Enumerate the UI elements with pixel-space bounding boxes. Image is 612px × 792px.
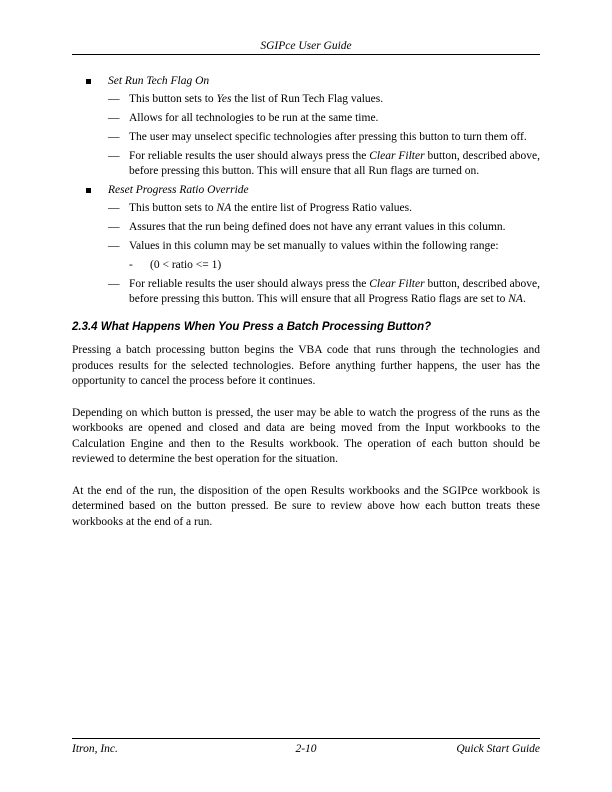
list-item: — For reliable results the user should always press the Clear Filter button, described above, before pressing this button. This will ensure that all Run flags are turned on.	[108, 149, 540, 177]
page-number: 2-10	[295, 743, 317, 755]
dash-icon: —	[108, 149, 120, 162]
list-item: — For reliable results the user should always press the Clear Filter button, described above, before pressing this button. This will ensure that all Progress Ratio flags are set to NA.	[108, 277, 540, 305]
dash-icon: —	[108, 277, 120, 290]
footer-company: Itron, Inc.	[72, 743, 118, 755]
dash-icon: —	[108, 111, 120, 124]
dash-icon: —	[108, 92, 120, 105]
dash-icon: —	[108, 130, 120, 143]
square-bullet-icon	[86, 188, 91, 193]
list-item: — The user may unselect specific technologies after pressing this button to turn them off.	[72, 130, 540, 146]
section-heading: 2.3.4 What Happens When You Press a Batch Processing Button?	[72, 320, 432, 333]
dash-icon: —	[108, 201, 120, 214]
bullet-title: Set Run Tech Flag On	[108, 75, 210, 87]
list-item: — This button sets to NA the entire list of Progress Ratio values.	[72, 201, 540, 217]
bullet-set-run-tech-flag-on	[72, 74, 540, 90]
sub-list-item: - (0 < ratio <= 1)	[72, 258, 540, 274]
bullet-reset-progress-ratio-override	[72, 183, 540, 199]
list-item: — Values in this column may be set manually to values within the following range:	[72, 239, 540, 255]
bullet-title: Reset Progress Ratio Override	[108, 184, 249, 196]
footer-doc-title: Quick Start Guide	[456, 743, 540, 755]
page-header: SGIPce User Guide	[72, 40, 540, 55]
list-item: — Allows for all technologies to be run at the same time.	[72, 111, 540, 127]
paragraph: Pressing a batch processing button begins the VBA code that runs through the technologies and produces results for the selected technologies. Before anything further happens, the user has the opportunity to cancel the process before it continues.	[72, 344, 540, 387]
paragraph: At the end of the run, the disposition of the open Results workbooks and the SGIPce workbook is determined based on the button pressed. Be sure to review above how each button treats these workbooks at the end of a run.	[72, 484, 540, 528]
page-content	[72, 74, 540, 546]
footer-rule	[72, 738, 540, 739]
dash-icon: —	[108, 239, 120, 252]
dash-icon: —	[108, 220, 120, 233]
list-item: — This button sets to Yes the list of Run Tech Flag values.	[72, 92, 540, 108]
hyphen-icon: -	[129, 258, 133, 271]
list-item: — Assures that the run being defined does not have any errant values in this column.	[72, 220, 540, 236]
square-bullet-icon	[86, 79, 91, 84]
paragraph: Depending on which button is pressed, the user may be able to watch the progress of the runs as the workbooks are opened and closed and data are being moved from the Input workbooks to the Calculation Engine and then to the Results workbook. The operation of each button should be reviewed to determine the best operation for the situation.	[72, 406, 540, 465]
